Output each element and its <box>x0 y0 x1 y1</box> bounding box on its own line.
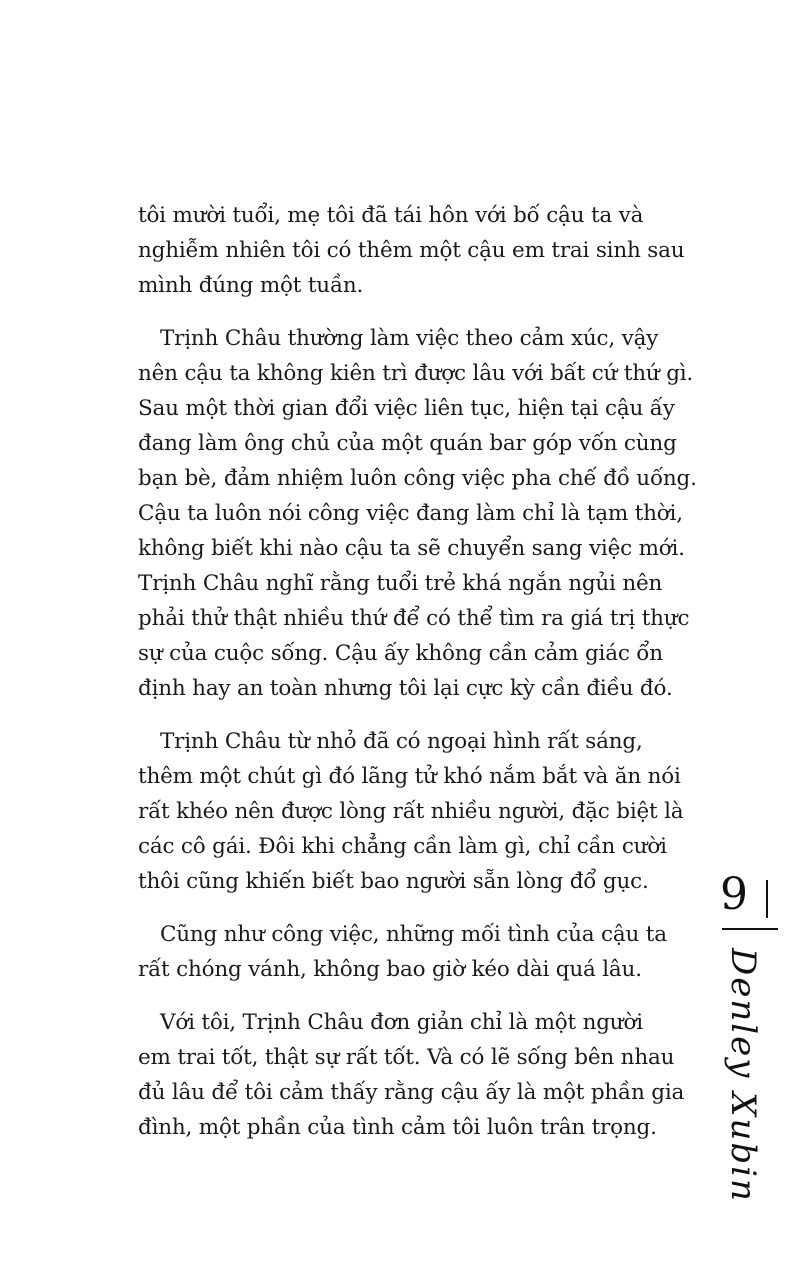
text-line: đình, một phần của tình cảm tôi luôn trân trọng. <box>138 1115 657 1140</box>
text-line: rất khéo nên được lòng rất nhiều người, đặc biệt là <box>138 799 684 824</box>
text-line: mình đúng một tuần. <box>138 273 364 298</box>
text-line: Cậu ta luôn nói công việc đang làm chỉ là tạm thời, <box>138 501 683 526</box>
paragraph <box>138 724 684 899</box>
text-line: Cũng như công việc, những mối tình của cậu ta <box>160 922 667 947</box>
text-line: Với tôi, Trịnh Châu đơn giản chỉ là một người <box>160 1010 643 1035</box>
text-line: phải thử thật nhiều thứ để có thể tìm ra giá trị thực <box>138 606 690 631</box>
text-line: đủ lâu để tôi cảm thấy rằng cậu ấy là một phần gia <box>138 1080 685 1105</box>
text-line: tôi mười tuổi, mẹ tôi đã tái hôn với bố cậu ta và <box>138 203 644 228</box>
page-number: 9 <box>720 869 748 920</box>
text-line: Sau một thời gian đổi việc liên tục, hiện tại cậu ấy <box>138 396 675 421</box>
page-number-divider-vertical <box>766 880 768 918</box>
text-line: thêm một chút gì đó lãng tử khó nắm bắt và ăn nói <box>138 764 681 789</box>
text-line: bạn bè, đảm nhiệm luôn công việc pha chế đồ uống. <box>138 466 697 491</box>
paragraph <box>138 198 685 303</box>
text-line: sự của cuộc sống. Cậu ấy không cần cảm giác ổn <box>138 641 663 666</box>
author-signature: Denley Xubin <box>723 948 763 1203</box>
paragraph <box>138 1005 685 1145</box>
text-line: nên cậu ta không kiên trì được lâu với bất cứ thứ gì. <box>138 361 694 386</box>
text-line: thôi cũng khiến biết bao người sẵn lòng đổ gục. <box>138 869 649 894</box>
text-line: em trai tốt, thật sự rất tốt. Và có lẽ sống bên nhau <box>138 1045 675 1070</box>
paragraph <box>138 917 678 987</box>
text-line: Trịnh Châu nghĩ rằng tuổi trẻ khá ngắn ngủi nên <box>138 571 663 596</box>
page-number-divider-horizontal <box>722 928 778 930</box>
text-line: Trịnh Châu từ nhỏ đã có ngoại hình rất sáng, <box>160 729 643 754</box>
text-line: nghiễm nhiên tôi có thêm một cậu em trai sinh sau <box>138 238 685 263</box>
text-line: các cô gái. Đôi khi chẳng cần làm gì, chỉ cần cười <box>138 834 667 859</box>
text-line: không biết khi nào cậu ta sẽ chuyển sang việc mới. <box>138 536 685 561</box>
text-line: rất chóng vánh, không bao giờ kéo dài quá lâu. <box>138 957 642 982</box>
text-line: định hay an toàn nhưng tôi lại cực kỳ cần điều đó. <box>138 676 673 701</box>
text-line: Trịnh Châu thường làm việc theo cảm xúc, vậy <box>160 326 659 351</box>
paragraph <box>138 321 697 706</box>
text-line: đang làm ông chủ của một quán bar góp vốn cùng <box>138 431 677 456</box>
body-text <box>138 198 697 1163</box>
